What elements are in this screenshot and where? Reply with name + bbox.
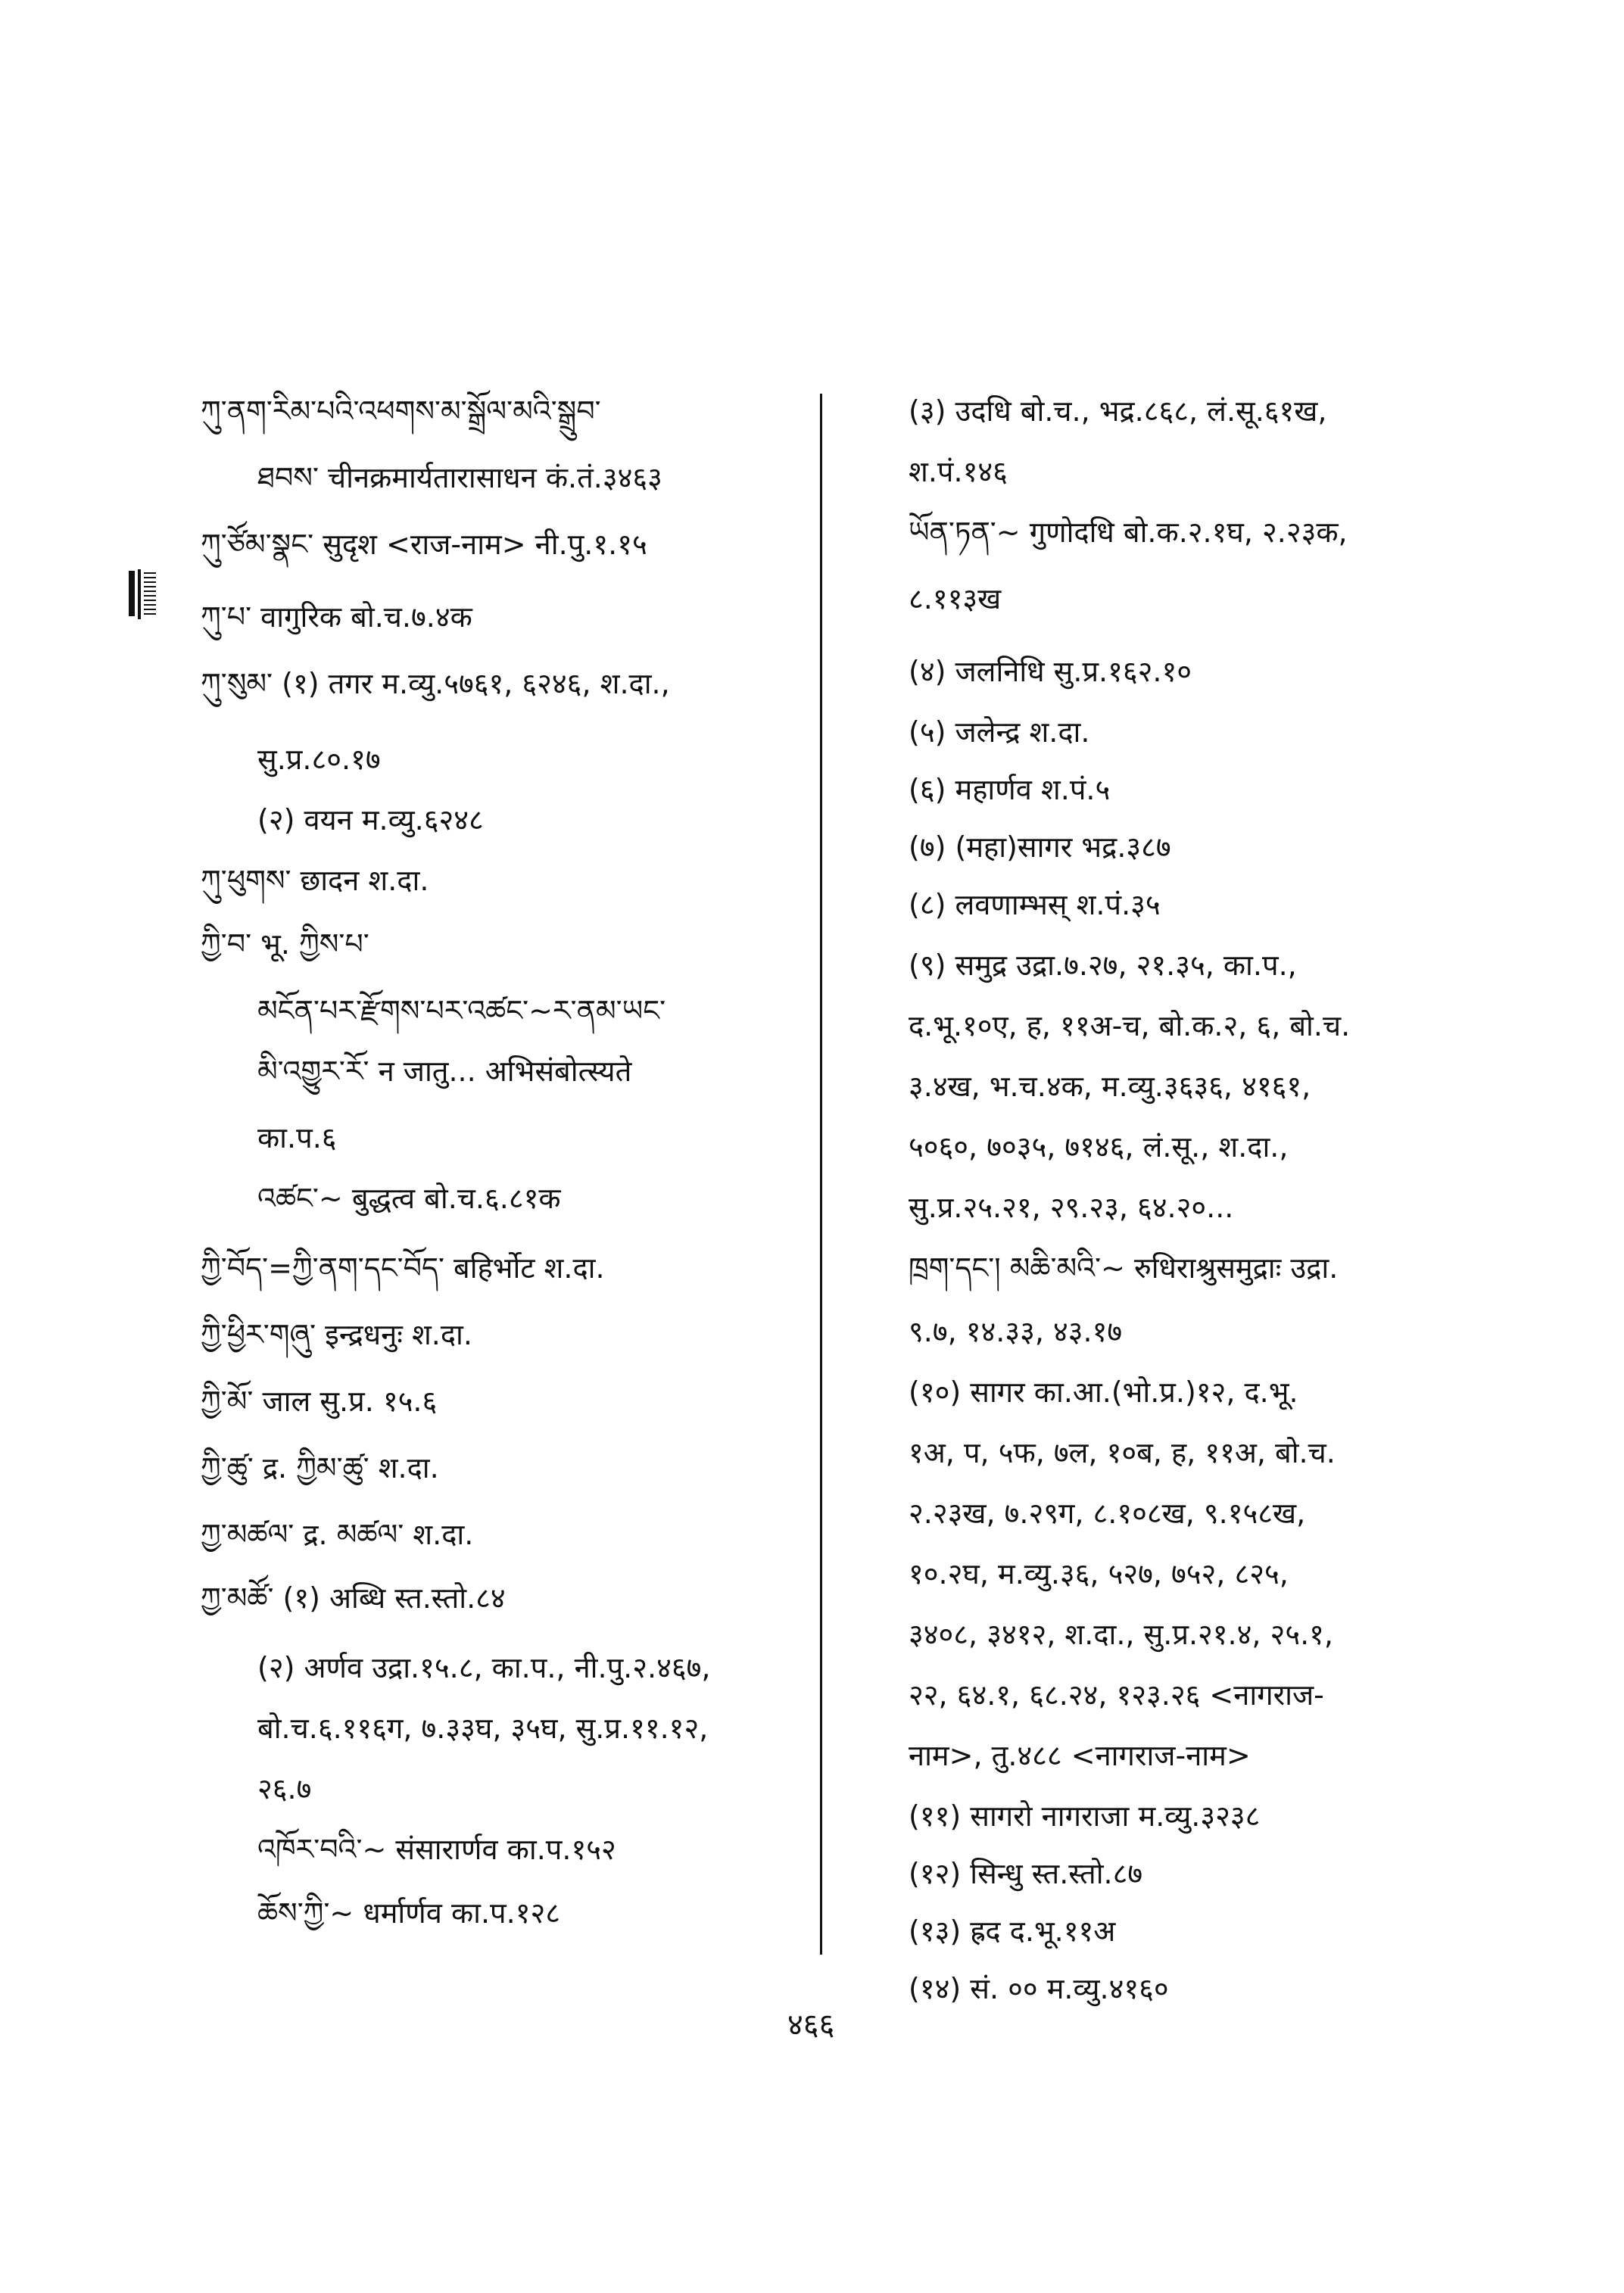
entry-line: (२) वयन म.व्यु.६२४८	[257, 803, 484, 837]
entry-line: ཀྱི་བ་ भू. ཀྱིས་པ་	[201, 927, 369, 961]
entry-line: (१२) सिन्धु स्त.स्तो.८७	[909, 1857, 1143, 1890]
entry-line: ཀུ་སུམ་ (१) तगर म.व्यु.५७६१, ६२४६, श.दा.,	[201, 667, 670, 700]
entry-line: (११) सागरो नागराजा म.व्यु.३२३८	[909, 1799, 1261, 1833]
margin-tab-mark	[129, 569, 157, 622]
entry-line: མངོན་པར་རྫོགས་པར་འཚང་~ར་ནམ་ཡང་	[257, 994, 666, 1027]
entry-line: (७) (महा)सागर भद्र.३८७	[909, 830, 1171, 864]
entry-line: २६.७	[257, 1772, 312, 1805]
page-number: ४६६	[787, 2008, 835, 2042]
entry-line: ५०६०, ७०३५, ७१४६, लं.सू., श.दा.,	[909, 1130, 1289, 1164]
entry-line: ཐབས་ चीनक्रमार्यतारासाधन कं.तं.३४६३	[257, 461, 662, 494]
entry-line: ཁྲག་དང་། མཆི་མའི་~ रुधिराश्रुसमुद्राः उद्रा.	[909, 1251, 1339, 1285]
entry-line: (१३) ह्रद द.भू.११अ	[909, 1914, 1116, 1948]
column-divider	[820, 394, 822, 1955]
entry-line: (२) अर्णव उद्रा.१५.८, का.प., नी.पु.२.४६७,	[257, 1651, 711, 1684]
entry-line: མི་འགྱུར་རོ་ न जातु... अभिसंबोत्स्यते	[257, 1055, 632, 1088]
entry-line: ९.७, १४.३३, ४३.१७	[909, 1315, 1123, 1348]
entry-line: (५) जलेन्द्र श.दा.	[909, 715, 1090, 749]
entry-line: ཀུ་པ་ वागुरिक बो.च.७.४क	[201, 600, 472, 634]
entry-line: बो.च.६.११६ग, ७.३३घ, ३५घ, सु.प्र.११.१२,	[257, 1712, 709, 1745]
entry-line: ཡོན་ཏན་~ गुणोदधि बो.क.२.१घ, २.२३क,	[909, 516, 1348, 549]
entry-line: ཀྱ་མཚལ་ द्र. མཚལ་ श.दा.	[201, 1518, 474, 1551]
entry-line: (१०) सागर का.आ.(भो.प्र.)१२, द.भू.	[909, 1375, 1298, 1409]
entry-line: ३.४ख, भ.च.४क, म.व्यु.३६३६, ४१६१,	[909, 1070, 1311, 1103]
entry-line: श.पं.१४६	[909, 455, 1008, 488]
entry-line: द.भू.१०ए, ह, ११अ-च, बो.क.२, ६, बो.च.	[909, 1009, 1351, 1042]
entry-line: ཀྱི་ཕྱིར་གཞུ་ इन्द्रधनुः श.दा.	[201, 1318, 472, 1351]
entry-line: (४) जलनिधि सु.प्र.१६२.१०	[909, 655, 1192, 688]
entry-line: འཚང་~ बुद्धत्व बो.च.६.८१क	[257, 1182, 561, 1215]
entry-line: सु.प्र.२५.२१, २९.२३, ६४.२०...	[909, 1191, 1234, 1224]
entry-line: (८) लवणाम्भस् श.पं.३५	[909, 888, 1161, 921]
entry-line: १अ, प, ५फ, ७ल, १०ब, ह, ११अ, बो.च.	[909, 1436, 1336, 1469]
entry-line: २.२३ख, ७.२९ग, ८.१०८ख, ९.१५८ख,	[909, 1497, 1306, 1530]
entry-line: १०.२घ, म.व्यु.३६, ५२७, ७५२, ८२५,	[909, 1557, 1289, 1590]
entry-line: सु.प्र.८०.१७	[257, 743, 381, 776]
entry-line: (९) समुद्र उद्रा.७.२७, २१.३५, का.प.,	[909, 949, 1297, 982]
entry-line: ཀྱ་མཚོ་ (१) अब्धि स्त.स्तो.८४	[201, 1581, 506, 1615]
entry-line: नाम>, तु.४८८ <नागराज-नाम>	[909, 1739, 1251, 1772]
entry-line: ཀུ་ནག་རིམ་པའི་འཕགས་མ་སྒྲོལ་མའི་སྒྲུབ་	[201, 394, 601, 428]
entry-line: ཀྱི་ཚུ་ द्र. ཀྱིམ་ཚུ་ श.दा.	[201, 1451, 439, 1485]
entry-line: ३४०८, ३४१२, श.दा., सु.प्र.२१.४, २५.१,	[909, 1618, 1333, 1651]
entry-line: २२, ६४.१, ६८.२४, १२३.२६ <नागराज-	[909, 1678, 1324, 1712]
entry-line: ཀྱི་མོ་ जाल सु.प्र. १५.६	[201, 1385, 438, 1418]
entry-line: ཀྱི་བོད་=ཀྱི་ནག་དང་བོད་ बहिर्भोट श.दा.	[201, 1251, 605, 1285]
entry-line: འཁོར་བའི་~ संसारार्णव का.प.१५२	[257, 1833, 616, 1866]
entry-line: (६) महार्णव श.पं.५	[909, 773, 1111, 806]
entry-line: का.प.६	[257, 1121, 337, 1154]
entry-line: ཆོས་ཀྱི་~ धर्मार्णव का.प.१२८	[257, 1896, 561, 1930]
entry-line: ८.११३ख	[909, 582, 1002, 615]
entry-line: (१४) सं. ०० म.व्यु.४१६०	[909, 1972, 1169, 2005]
entry-line: (३) उदधि बो.च., भद्र.८६८, लं.सू.६१ख,	[909, 394, 1327, 428]
entry-line: ཀུ་ཙོམ་སྣང་ सुदृश <राज-नाम> नी.पु.१.१५	[201, 528, 647, 561]
entry-line: ཀུ་ཕུགས་ छादन श.दा.	[201, 864, 429, 897]
